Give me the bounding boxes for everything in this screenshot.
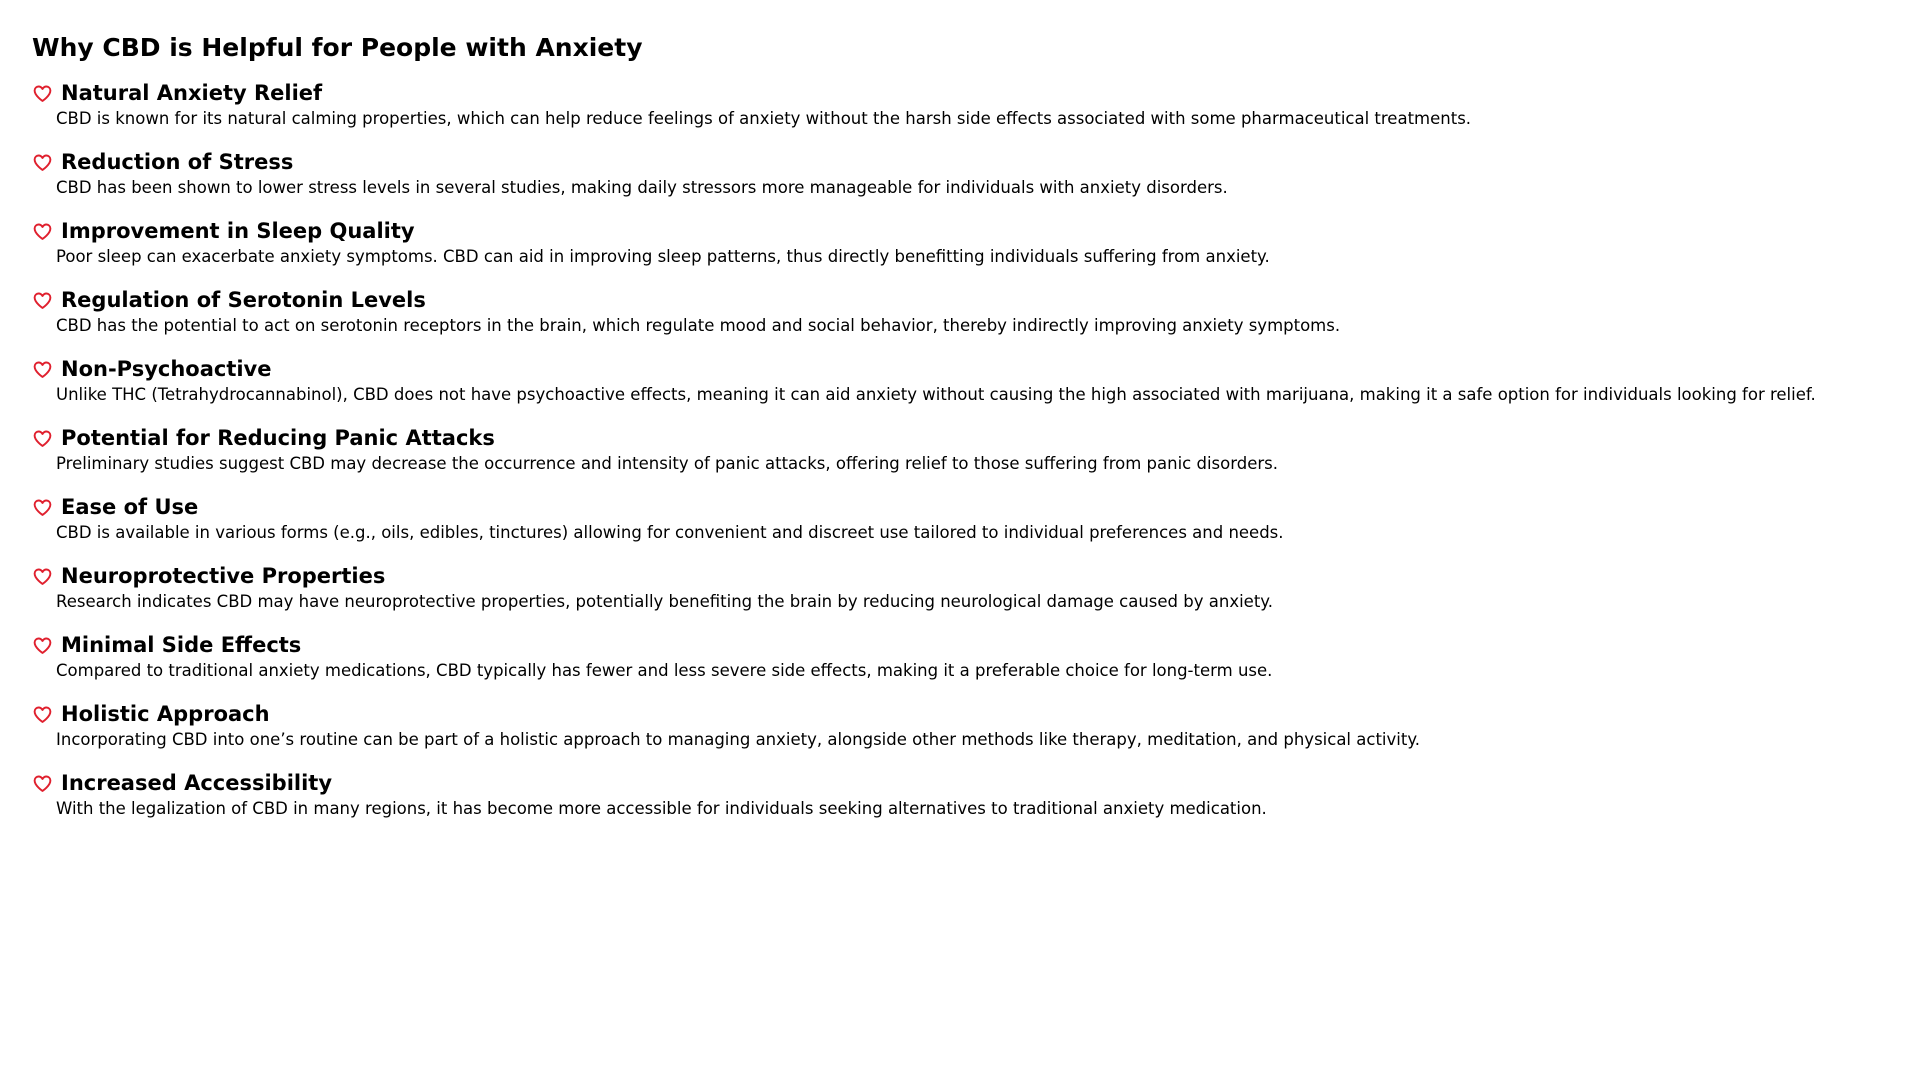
- benefit-header: [32, 78, 1892, 108]
- benefit-description: Incorporating CBD into one’s routine can be part of a holistic approach to managing anxiety, alongside other methods like therapy, meditation, and physical activity.: [56, 730, 1420, 749]
- benefit-header: [32, 630, 1892, 660]
- heart-icon: [32, 83, 53, 104]
- benefit-header: [32, 285, 1892, 315]
- benefit-title: Natural Anxiety Relief: [61, 81, 323, 105]
- benefit-title: Minimal Side Effects: [61, 633, 302, 657]
- benefit-item-6: [32, 423, 1892, 492]
- benefit-header: [32, 699, 1892, 729]
- benefit-title: Increased Accessibility: [61, 771, 333, 795]
- benefit-item-8: [32, 561, 1892, 630]
- benefit-title: Ease of Use: [61, 495, 199, 519]
- benefit-header: [32, 561, 1892, 591]
- benefit-description: Unlike THC (Tetrahydrocannabinol), CBD does not have psychoactive effects, meaning it can aid anxiety without causing the high associated with marijuana, making it a safe option for individuals looking for relief.: [56, 385, 1816, 404]
- benefit-title: Non-Psychoactive: [61, 357, 272, 381]
- benefit-item-3: [32, 216, 1892, 285]
- page-content: [32, 30, 1892, 837]
- benefit-item-4: [32, 285, 1892, 354]
- benefit-item-2: [32, 147, 1892, 216]
- benefit-item-1: [32, 78, 1892, 147]
- benefit-description: With the legalization of CBD in many regions, it has become more accessible for individuals seeking alternatives to traditional anxiety medication.: [56, 799, 1267, 818]
- benefit-title: Improvement in Sleep Quality: [61, 219, 415, 243]
- heart-icon: [32, 359, 53, 380]
- benefit-title: Holistic Approach: [61, 702, 270, 726]
- benefit-description: CBD is known for its natural calming properties, which can help reduce feelings of anxiety without the harsh side effects associated with some pharmaceutical treatments.: [56, 109, 1472, 128]
- benefit-description: Poor sleep can exacerbate anxiety symptoms. CBD can aid in improving sleep patterns, thus directly benefitting individuals suffering from anxiety.: [56, 247, 1270, 266]
- heart-icon: [32, 290, 53, 311]
- benefit-item-10: [32, 699, 1892, 768]
- heart-icon: [32, 497, 53, 518]
- heart-icon: [32, 428, 53, 449]
- benefit-item-11: [32, 768, 1892, 837]
- benefit-title: Potential for Reducing Panic Attacks: [61, 426, 495, 450]
- benefit-description: CBD is available in various forms (e.g., oils, edibles, tinctures) allowing for convenient and discreet use tailored to individual preferences and needs.: [56, 523, 1284, 542]
- benefit-description: Research indicates CBD may have neuroprotective properties, potentially benefiting the brain by reducing neurological damage caused by anxiety.: [56, 592, 1273, 611]
- heart-icon: [32, 773, 53, 794]
- benefit-header: [32, 354, 1892, 384]
- benefit-item-7: [32, 492, 1892, 561]
- benefit-description: CBD has been shown to lower stress levels in several studies, making daily stressors more manageable for individuals with anxiety disorders.: [56, 178, 1228, 197]
- heart-icon: [32, 704, 53, 725]
- benefit-title: Neuroprotective Properties: [61, 564, 386, 588]
- benefit-list: [32, 78, 1892, 837]
- heart-icon: [32, 221, 53, 242]
- benefit-item-5: [32, 354, 1892, 423]
- benefit-header: [32, 147, 1892, 177]
- benefit-description: Preliminary studies suggest CBD may decrease the occurrence and intensity of panic attacks, offering relief to those suffering from panic disorders.: [56, 454, 1278, 473]
- benefit-header: [32, 492, 1892, 522]
- benefit-title: Regulation of Serotonin Levels: [61, 288, 426, 312]
- benefit-description: Compared to traditional anxiety medications, CBD typically has fewer and less severe side effects, making it a preferable choice for long-term use.: [56, 661, 1273, 680]
- heart-icon: [32, 566, 53, 587]
- benefit-header: [32, 423, 1892, 453]
- benefit-header: [32, 768, 1892, 798]
- heart-icon: [32, 152, 53, 173]
- benefit-header: [32, 216, 1892, 246]
- benefit-description: CBD has the potential to act on serotonin receptors in the brain, which regulate mood and social behavior, thereby indirectly improving anxiety symptoms.: [56, 316, 1341, 335]
- benefit-title: Reduction of Stress: [61, 150, 294, 174]
- page-title: Why CBD is Helpful for People with Anxiety: [32, 33, 643, 62]
- heart-icon: [32, 635, 53, 656]
- benefit-item-9: [32, 630, 1892, 699]
